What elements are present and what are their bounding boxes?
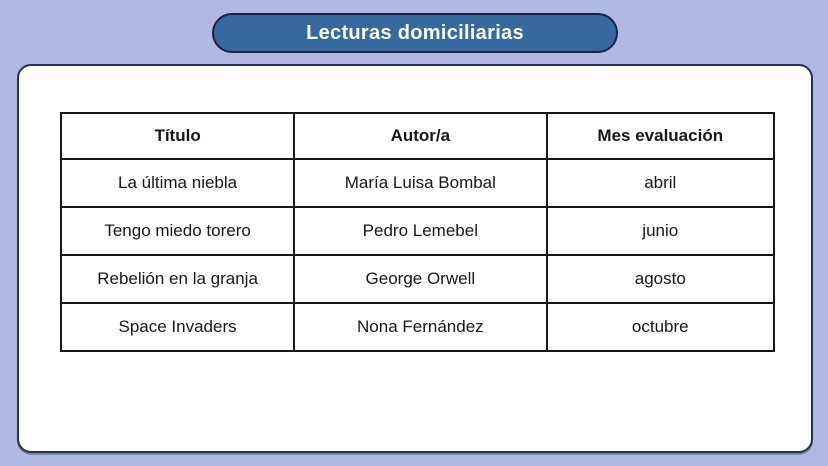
table-row <box>61 303 774 351</box>
column-header-titulo: Título <box>61 113 294 159</box>
table-row <box>61 159 774 207</box>
cell-titulo: Space Invaders <box>61 303 294 351</box>
cell-autor: George Orwell <box>294 255 546 303</box>
table-row <box>61 207 774 255</box>
cell-autor: Pedro Lemebel <box>294 207 546 255</box>
table-header-row <box>61 113 774 159</box>
column-header-autor: Autor/a <box>294 113 546 159</box>
cell-autor: Nona Fernández <box>294 303 546 351</box>
table-row <box>61 255 774 303</box>
cell-autor: María Luisa Bombal <box>294 159 546 207</box>
cell-titulo: Rebelión en la granja <box>61 255 294 303</box>
cell-mes: octubre <box>547 303 774 351</box>
cell-titulo: La última niebla <box>61 159 294 207</box>
content-card <box>17 64 813 453</box>
cell-mes: junio <box>547 207 774 255</box>
cell-mes: agosto <box>547 255 774 303</box>
cell-mes: abril <box>547 159 774 207</box>
cell-titulo: Tengo miedo torero <box>61 207 294 255</box>
readings-table <box>60 112 775 352</box>
column-header-mes-evaluacion: Mes evaluación <box>547 113 774 159</box>
title-badge <box>212 13 618 53</box>
page-title: Lecturas domiciliarias <box>306 21 524 44</box>
